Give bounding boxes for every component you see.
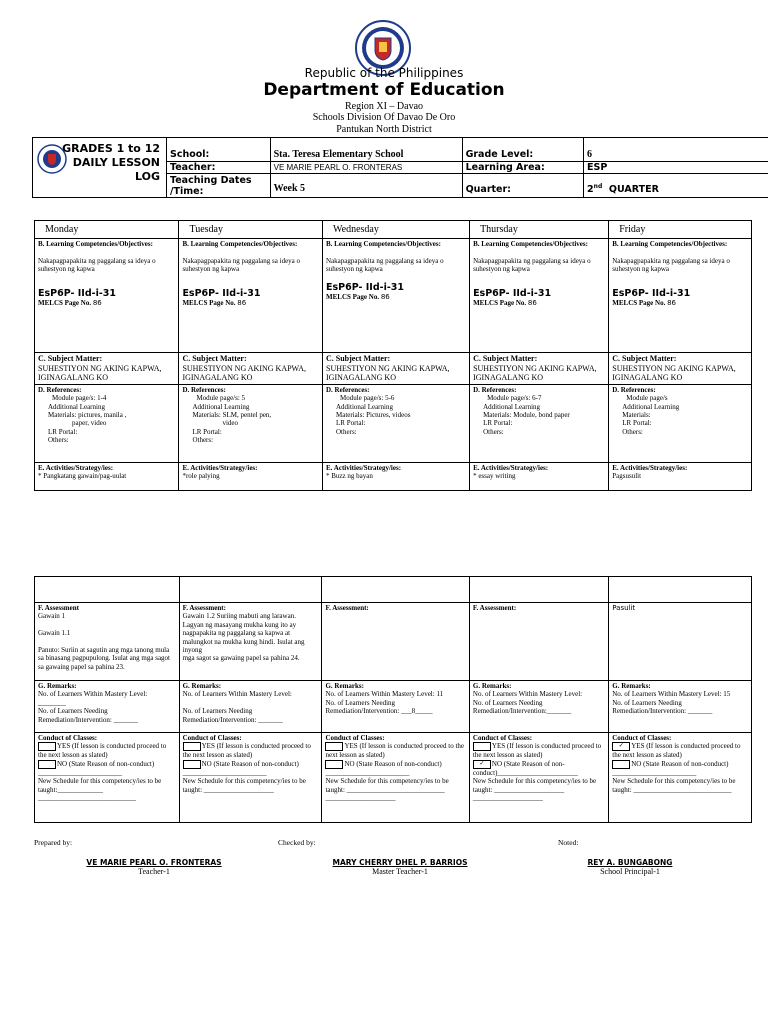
header-republic: Republic of the Philippines <box>304 66 464 80</box>
cond-no: NO (State Reason of non-conduct) ________________________ <box>38 759 155 777</box>
subj-label: C. Subject Matter: <box>182 354 247 363</box>
competency-code: EsP6P- IId-i-31 <box>326 281 404 293</box>
dll-title-line1: GRADES 1 to 12 <box>62 142 161 155</box>
no-checkbox[interactable] <box>38 760 56 769</box>
remarks-cell <box>609 681 752 733</box>
ref-addl: Additional Learning <box>483 402 541 411</box>
cond-yes: YES (If lesson is conducted proceed to the next lesson as slated) <box>612 742 741 760</box>
cond-label: Conduct of Classes: <box>182 734 242 742</box>
ref-others: Others: <box>622 427 643 436</box>
teacher-name: VE MARIE PEARL O. FRONTERAS <box>86 858 222 867</box>
act-label: E. Activities/Strategy/ies: <box>182 463 258 472</box>
conduct-cell <box>469 733 608 823</box>
rem-need: No. of Learners Needing Remediation/Intervention: ___8_____ <box>325 698 433 716</box>
subj-text: SUHESTIYON NG AKING KAPWA, IGINAGALANG KO <box>473 363 597 383</box>
school-value: Sta. Teresa Elementary School <box>270 138 462 162</box>
blank-cell <box>322 577 469 603</box>
ref-lr: LR Portal: <box>483 419 513 428</box>
subj-text: SUHESTIYON NG AKING KAPWA, IGINAGALANG KO <box>612 363 736 383</box>
assessment-cell <box>35 603 180 681</box>
dll-title-line3: LOG <box>135 170 161 183</box>
ref-lr: LR Portal: <box>622 419 652 428</box>
assess-label: F. Assessment: <box>182 604 226 612</box>
references-cell <box>179 384 323 462</box>
ref-others: Others: <box>48 436 69 445</box>
references-cell <box>609 384 752 462</box>
act-text: *role palying <box>182 472 220 481</box>
days-table <box>34 220 752 491</box>
melcs-page: 86 <box>237 298 247 307</box>
assessment-cell <box>609 603 752 681</box>
obj-label: B. Learning Competencies/Objectives: <box>612 240 728 248</box>
act-text: * Buzz ng bayan <box>326 472 373 481</box>
ref-module: Module page/s: 5-6 <box>340 394 395 403</box>
principal-signature <box>540 858 720 876</box>
ref-others: Others: <box>336 427 357 436</box>
rem-need: No. of Learners Needing Remediation/Intervention: _______ <box>612 698 713 716</box>
no-checkbox[interactable] <box>183 760 201 769</box>
melcs-label: MELCS Page No. <box>38 298 92 307</box>
act-text: Pagsusulit <box>612 472 642 481</box>
conduct-cell <box>609 733 752 823</box>
rem-mastery: No. of Learners Within Mastery Level: 11 <box>325 690 444 699</box>
dates-value: Week 5 <box>270 174 462 198</box>
ref-label: D. References: <box>612 385 656 394</box>
assessment-cell <box>322 603 469 681</box>
teacher-label: Teacher: <box>167 162 271 174</box>
quarter-value <box>584 174 768 198</box>
header-district: Pantukan North District <box>336 124 432 135</box>
cond-no: NO (State Reason of non-conduct) ________________________ <box>612 759 729 777</box>
rem-label: G. Remarks: <box>182 682 222 690</box>
ref-materials: Materials: SLM, pentel pen, <box>192 410 272 419</box>
assess-text-2: Gawain 1.1 <box>38 629 71 638</box>
subj-text: SUHESTIYON NG AKING KAPWA, IGINAGALANG KO <box>38 363 162 383</box>
ref-label: D. References: <box>326 385 370 394</box>
activities-cell <box>609 462 752 490</box>
subject-cell <box>179 353 323 385</box>
quarter-sup: nd <box>593 182 603 190</box>
assess-label: Pasulit <box>612 604 636 612</box>
ref-addl: Additional Learning <box>192 402 250 411</box>
blank-cell <box>179 577 322 603</box>
master-name: MARY CHERRY DHEL P. BARRIOS <box>332 858 468 867</box>
day-header-monday: Monday <box>35 221 179 239</box>
act-label: E. Activities/Strategy/ies: <box>473 463 549 472</box>
assessment-cell <box>469 603 608 681</box>
principal-name: REY A. BUNGABONG <box>587 858 673 867</box>
ref-module: Module page/s: 1-4 <box>52 394 107 403</box>
ref-addl: Additional Learning <box>48 402 105 411</box>
rem-need: No. of Learners Needing Remediation/Intervention:_______ <box>472 698 572 716</box>
remarks-cell <box>469 681 608 733</box>
assess-label: F. Assessment: <box>472 604 517 612</box>
ref-others: Others: <box>192 436 214 445</box>
principal-role: School Principal-1 <box>600 867 660 876</box>
ref-materials: Materials: pictures, manila , <box>48 410 127 419</box>
rem-label: G. Remarks: <box>612 682 651 690</box>
obj-text: Nakapagpapakita ng paggalang sa ideya o suhestyon ng kapwa <box>38 256 156 274</box>
references-cell <box>323 384 470 462</box>
checked-label: Checked by: <box>278 838 316 847</box>
cond-no: NO (State Reason of non-conduct)_______________________ <box>472 759 578 777</box>
conduct-cell <box>322 733 469 823</box>
objectives-cell <box>179 239 323 353</box>
ref-label: D. References: <box>38 385 82 394</box>
yes-checkbox[interactable] <box>473 742 491 751</box>
act-label: E. Activities/Strategy/ies: <box>612 463 688 472</box>
references-cell <box>470 384 609 462</box>
melcs-label: MELCS Page No. <box>326 292 380 301</box>
melcs-page: 86 <box>92 298 102 307</box>
rem-label: G. Remarks: <box>38 682 77 690</box>
dates-label-1: Teaching Dates <box>170 174 252 186</box>
dll-title-line2: DAILY LESSON <box>72 156 161 169</box>
references-cell <box>35 384 179 462</box>
master-teacher-signature <box>310 858 490 876</box>
competency-code: EsP6P- IId-i-31 <box>38 287 116 299</box>
activities-cell <box>323 462 470 490</box>
ref-materials: Materials: Module, bond paper <box>483 410 570 419</box>
header-region: Region XI – Davao <box>344 101 424 112</box>
header-division: Schools Division Of Davao De Oro <box>312 112 456 123</box>
dates-label <box>167 174 271 198</box>
cond-yes: YES (If lesson is conducted proceed to the next lesson as slated) <box>38 742 167 760</box>
competency-code: EsP6P- IId-i-31 <box>612 287 691 299</box>
subject-cell <box>35 353 179 385</box>
act-label: E. Activities/Strategy/ies: <box>326 463 402 472</box>
ref-lr: LR Portal: <box>336 419 366 428</box>
remarks-cell <box>35 681 180 733</box>
conduct-cell <box>35 733 180 823</box>
cond-new: New Schedule for this competency/ies to be taught: ____________________ <box>182 777 306 794</box>
cond-yes: YES (If lesson is conducted proceed to the next lesson as slated) <box>472 742 602 760</box>
ref-module: Module page/s: 5 <box>196 394 246 403</box>
no-checkbox[interactable] <box>612 760 630 769</box>
no-checkbox[interactable]: ✓ <box>473 760 491 769</box>
obj-label: B. Learning Competencies/Objectives: <box>473 240 588 248</box>
assessment-cell <box>179 603 322 681</box>
day-header-friday: Friday <box>609 221 752 239</box>
ref-materials-2: video <box>222 419 238 428</box>
yes-checkbox[interactable]: ✓ <box>612 742 630 751</box>
area-label: Learning Area: <box>462 162 583 174</box>
area-value: ESP <box>584 162 768 174</box>
subj-label: C. Subject Matter: <box>326 354 391 363</box>
melcs-label: MELCS Page No. <box>473 298 527 307</box>
obj-text: Nakapagpapakita ng paggalang sa ideya o suhestyon ng kapwa <box>182 256 301 274</box>
subject-cell <box>470 353 609 385</box>
rem-mastery: No. of Learners Within Mastery Level: <box>472 690 583 699</box>
cond-new: New Schedule for this competency/ies to be taught: ____________________________ <box>612 777 736 794</box>
ref-module: Module page/s: 6-7 <box>487 394 542 403</box>
assess-text: Gawain 1.2 Suriing mabuti ang larawan. Lagyan ng masayang mukha kung ito ay nagpapakita ng paggalang sa kapwa at malungkot na mukha kung hindi. Isulat ang inyong <box>182 612 305 654</box>
rem-mastery: No. of Learners Within Mastery Level: 15 <box>612 690 731 699</box>
obj-label: B. Learning Competencies/Objectives: <box>182 240 298 248</box>
blank-cell <box>469 577 608 603</box>
melcs-page: 86 <box>667 298 677 307</box>
teacher-role: Teacher-1 <box>138 867 170 876</box>
subj-label: C. Subject Matter: <box>612 354 677 363</box>
cond-new: New Schedule for this competency/ies to be taught:_____________ ____________________________ <box>38 777 162 802</box>
yes-checkbox[interactable] <box>183 742 201 751</box>
day-header-tuesday: Tuesday <box>179 221 323 239</box>
rem-mastery: No. of Learners Within Mastery Level: ________ <box>38 690 148 707</box>
grade-value: 6 <box>584 138 768 162</box>
remarks-cell <box>322 681 469 733</box>
rem-need: No. of Learners Needing Remediation/Intervention: _______ <box>182 707 283 724</box>
ref-lr: LR Portal: <box>192 427 222 436</box>
rem-label: G. Remarks: <box>472 682 512 690</box>
cond-label: Conduct of Classes: <box>38 734 98 742</box>
ref-materials: Materials: <box>622 410 651 419</box>
rem-mastery: No. of Learners Within Mastery Level: <box>182 690 292 699</box>
subj-text: SUHESTIYON NG AKING KAPWA, IGINAGALANG KO <box>326 363 450 383</box>
act-label: E. Activities/Strategy/ies: <box>38 463 114 472</box>
quarter-num: 2 <box>587 184 594 195</box>
remarks-cell <box>179 681 322 733</box>
day-header-thursday: Thursday <box>470 221 609 239</box>
quarter-word: QUARTER <box>608 184 659 195</box>
act-text: * essay writing <box>473 472 516 481</box>
blank-cell <box>609 577 752 603</box>
assessment-table <box>34 576 752 823</box>
conduct-cell <box>179 733 322 823</box>
school-label: School: <box>167 138 271 162</box>
melcs-label: MELCS Page No. <box>182 298 236 307</box>
ref-others: Others: <box>483 427 504 436</box>
subj-label: C. Subject Matter: <box>473 354 538 363</box>
cond-label: Conduct of Classes: <box>472 734 533 742</box>
grade-label: Grade Level: <box>462 138 583 162</box>
competency-code: EsP6P- IId-i-31 <box>182 287 261 299</box>
assess-text-3: Panuto: Suriin at sagutin ang mga tanong mula sa binasang pagpupulong. Isulat ang mga sagot sa gawaing papel sa pahina 23. <box>38 645 171 671</box>
cond-new: New Schedule for this competency/ies to be taught: ____________________ ____________________ <box>472 777 597 802</box>
cond-no: NO (State Reason of non-conduct) ________________________ <box>325 759 442 777</box>
activities-cell <box>179 462 323 490</box>
cond-new: New Schedule for this competency/ies to be taught: ____________________________ ____________________ <box>325 777 449 802</box>
master-role: Master Teacher-1 <box>372 867 428 876</box>
prepared-label: Prepared by: <box>34 838 73 847</box>
ref-label: D. References: <box>473 385 517 394</box>
obj-text: Nakapagpapakita ng paggalang sa ideya o suhestyon ng kapwa <box>473 256 591 274</box>
cond-label: Conduct of Classes: <box>612 734 672 742</box>
no-checkbox[interactable] <box>325 760 343 769</box>
dates-label-2: /Time: <box>170 185 204 197</box>
subj-text: SUHESTIYON NG AKING KAPWA, IGINAGALANG KO <box>182 363 306 383</box>
quarter-label: Quarter: <box>462 174 583 198</box>
yes-checkbox[interactable] <box>325 742 343 751</box>
teacher-signature <box>64 858 244 876</box>
subject-cell <box>323 353 470 385</box>
ref-addl: Additional Learning <box>622 402 680 411</box>
ref-addl: Additional Learning <box>336 402 393 411</box>
header-department: Department of Education <box>263 80 505 100</box>
assess-label: F. Assessment: <box>325 604 369 612</box>
objectives-cell <box>470 239 609 353</box>
ref-module: Module page/s <box>626 394 668 403</box>
activities-cell <box>35 462 179 490</box>
teacher-value: VE MARIE PEARL O. FRONTERAS <box>270 162 462 174</box>
ref-lr: LR Portal: <box>48 427 78 436</box>
subj-label: C. Subject Matter: <box>38 354 103 363</box>
assess-label: F. Assessment <box>38 604 79 612</box>
obj-label: B. Learning Competencies/Objectives: <box>38 240 153 248</box>
info-table <box>32 137 768 198</box>
yes-checkbox[interactable] <box>38 742 56 751</box>
blank-cell <box>35 577 180 603</box>
objectives-cell <box>35 239 179 353</box>
activities-cell <box>470 462 609 490</box>
obj-label: B. Learning Competencies/Objectives: <box>326 240 441 248</box>
obj-text: Nakapagpapakita ng paggalang sa ideya o suhestyon ng kapwa <box>326 256 444 274</box>
rem-label: G. Remarks: <box>325 682 364 690</box>
assess-text: Gawain 1 <box>38 612 66 621</box>
rem-need: No. of Learners Needing Remediation/Intervention: _______ <box>38 707 139 724</box>
act-text: * Pangkatang gawain/pag-uulat <box>38 472 127 481</box>
ref-materials: Materials: Pictures, videos <box>336 410 411 419</box>
day-header-wednesday: Wednesday <box>323 221 470 239</box>
melcs-page: 86 <box>527 298 537 307</box>
melcs-label: MELCS Page No. <box>612 298 666 307</box>
cond-label: Conduct of Classes: <box>325 734 385 742</box>
cond-no: NO (State Reason of non-conduct) ________________________ <box>182 759 299 777</box>
melcs-page: 86 <box>380 292 390 301</box>
competency-code: EsP6P- IId-i-31 <box>473 287 552 299</box>
subject-cell <box>609 353 752 385</box>
cond-yes: YES (If lesson is conducted proceed to the next lesson as slated) <box>182 742 311 760</box>
objectives-cell <box>323 239 470 353</box>
dll-title-cell <box>33 138 167 198</box>
cond-yes: YES (If lesson is conducted proceed to the next lesson as slated) <box>325 742 465 760</box>
obj-text: Nakapagpapakita ng paggalang sa ideya o suhestyon ng kapwa <box>612 256 730 274</box>
objectives-cell <box>609 239 752 353</box>
noted-label: Noted: <box>558 838 579 847</box>
assess-text-2: mga sagot sa gawaing papel sa pahina 24. <box>182 654 300 663</box>
ref-label: D. References: <box>182 385 226 394</box>
ref-materials-2: paper, video <box>72 419 107 428</box>
